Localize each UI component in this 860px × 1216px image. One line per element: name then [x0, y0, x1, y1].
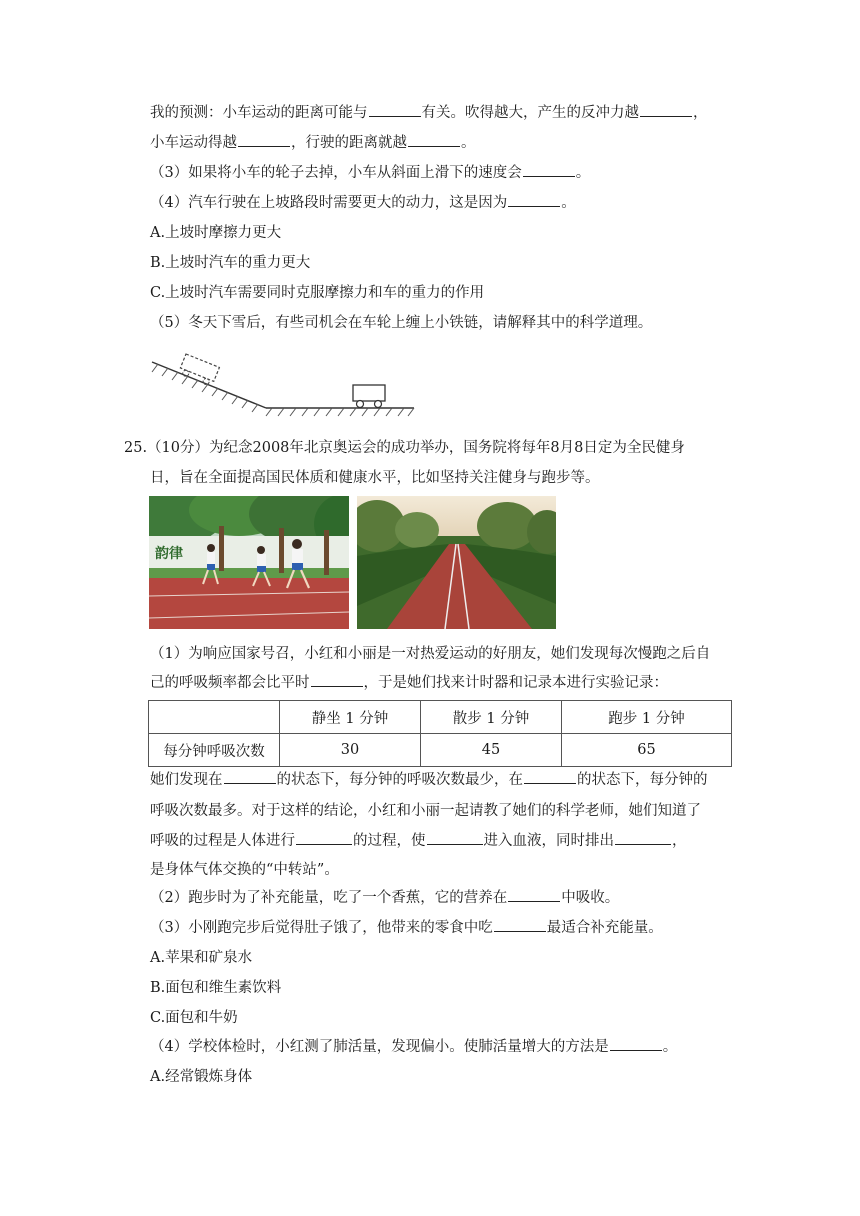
question-25-line-2: 日，旨在全面提高国民体质和健康水平，比如坚持关注健身与跑步等。	[150, 470, 600, 486]
text: 。	[662, 1039, 678, 1055]
answer-blank[interactable]	[369, 104, 421, 117]
sub-question-1-line-2	[150, 673, 668, 693]
sub-question-3b	[150, 918, 663, 938]
text: 有关。吹得越大，产生的反冲力越	[421, 105, 639, 121]
table-row	[149, 734, 732, 767]
text: 己的呼吸频率都会比平时	[150, 675, 310, 691]
answer-blank[interactable]	[311, 674, 363, 687]
table-header-cell: 散步 1 分钟	[421, 701, 562, 734]
text: 的状态下，每分钟的	[577, 772, 708, 788]
question-25-line-1: 25.（10分）为纪念2008年北京奥运会的成功举办，国务院将每年8月8日定为全民健身	[124, 440, 685, 456]
answer-blank[interactable]	[524, 771, 576, 784]
option-b: B.上坡时汽车的重力更大	[150, 255, 311, 271]
text: ，	[693, 105, 708, 121]
text: 呼吸的过程是人体进行	[150, 833, 295, 849]
option-c: C.面包和牛奶	[150, 1010, 238, 1026]
answer-blank[interactable]	[224, 771, 276, 784]
prediction-line-2	[150, 133, 476, 153]
text: 中吸收。	[561, 890, 620, 906]
sub-question-2	[150, 888, 619, 908]
text: 。	[461, 135, 476, 151]
running-path-photo	[357, 496, 556, 629]
answer-blank[interactable]	[640, 104, 692, 117]
text: （4）汽车行驶在上坡路段时需要更大的动力，这是因为	[150, 195, 508, 211]
table-header-cell: 跑步 1 分钟	[562, 701, 732, 734]
text: （4）学校体检时，小红测了肺活量，发现偏小。使肺活量增大的方法是	[150, 1039, 609, 1055]
table-header-cell: 静坐 1 分钟	[280, 701, 421, 734]
answer-blank[interactable]	[615, 832, 671, 845]
answer-blank[interactable]	[408, 134, 460, 147]
text: 她们发现在	[150, 772, 223, 788]
prediction-line-1	[150, 103, 708, 123]
answer-blank[interactable]	[494, 919, 546, 932]
table-header-cell	[149, 701, 280, 734]
answer-blank[interactable]	[427, 832, 483, 845]
option-c: C.上坡时汽车需要同时克服摩擦力和车的重力的作用	[150, 285, 485, 301]
text: 最适合补充能量。	[546, 920, 663, 936]
option-a: A.苹果和矿泉水	[150, 950, 253, 966]
conclusion-line-4: 是身体气体交换的“中转站”。	[150, 862, 339, 878]
text: （2）跑步时为了补充能量，吃了一个香蕉，它的营养在	[150, 890, 508, 906]
option-b: B.面包和维生素饮料	[150, 980, 282, 996]
sub-question-1-line-1: （1）为响应国家号召，小红和小丽是一对热爱运动的好朋友，她们发现每次慢跑之后自	[150, 646, 711, 662]
answer-blank[interactable]	[508, 194, 560, 207]
table-cell: 30	[280, 734, 421, 767]
sub-question-4b	[150, 1037, 677, 1057]
sub-question-4	[150, 193, 576, 213]
table-header-row	[149, 701, 732, 734]
answer-blank[interactable]	[523, 164, 575, 177]
table-cell: 45	[421, 734, 562, 767]
text: 。	[561, 195, 576, 211]
sub-question-5: （5）冬天下雪后，有些司机会在车轮上缠上小铁链，请解释其中的科学道理。	[150, 315, 653, 331]
text: 。	[575, 165, 591, 181]
conclusion-line-1	[150, 770, 708, 790]
text: ，行驶的距离就越	[291, 135, 407, 151]
text: （3）小刚跑完步后觉得肚子饿了，他带来的零食中吃	[150, 920, 493, 936]
table-row-label: 每分钟呼吸次数	[149, 734, 280, 767]
text: 我的预测：小车运动的距离可能与	[150, 105, 368, 121]
text: 小车运动得越	[150, 135, 237, 151]
answer-blank[interactable]	[296, 832, 352, 845]
sub-question-3	[150, 163, 590, 183]
conclusion-line-3	[150, 831, 687, 851]
answer-blank[interactable]	[238, 134, 290, 147]
car-icon	[353, 385, 385, 408]
text: 的过程，使	[353, 833, 426, 849]
children-running-photo	[149, 496, 349, 629]
wall-sign: 韵律	[155, 546, 183, 562]
breathing-table	[148, 700, 732, 767]
answer-blank[interactable]	[508, 889, 560, 902]
table-cell: 65	[562, 734, 732, 767]
answer-blank[interactable]	[610, 1038, 662, 1051]
text: 的状态下，每分钟的呼吸次数最少，在	[276, 772, 523, 788]
slope-diagram	[148, 342, 418, 420]
text: ，于是她们找来计时器和记录本进行实验记录：	[363, 675, 668, 691]
text: ，	[672, 833, 687, 849]
option-a: A.经常锻炼身体	[150, 1069, 253, 1085]
text: 进入血液，同时排出	[483, 833, 614, 849]
text: （3）如果将小车的轮子去掉，小车从斜面上滑下的速度会	[150, 165, 522, 181]
conclusion-line-2: 呼吸次数最多。对于这样的结论，小红和小丽一起请教了她们的科学老师，她们知道了	[150, 803, 701, 819]
option-a: A.上坡时摩擦力更大	[150, 225, 282, 241]
dashed-car-icon	[178, 354, 219, 387]
